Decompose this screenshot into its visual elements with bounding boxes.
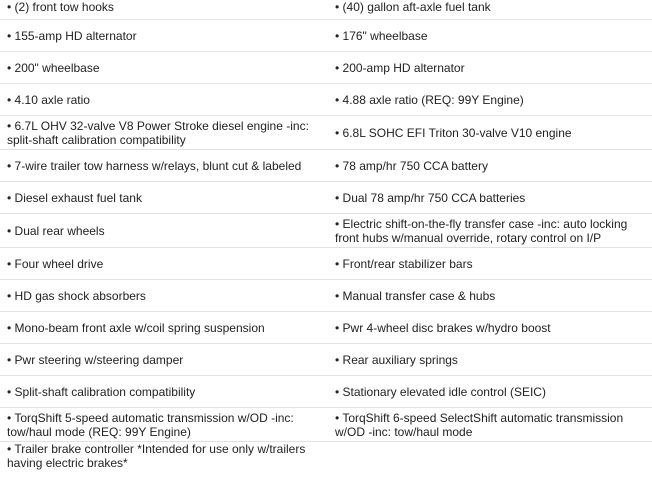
spec-item: • HD gas shock absorbers [0, 280, 326, 312]
spec-item: • Front/rear stabilizer bars [326, 248, 652, 280]
spec-item: • 6.7L OHV 32-valve V8 Power Stroke diesel engine -inc: split-shaft calibration compatibility [0, 116, 326, 150]
spec-item: • Dual rear wheels [0, 214, 326, 248]
spec-item: • Rear auxiliary springs [326, 344, 652, 376]
spec-item: • Pwr 4-wheel disc brakes w/hydro boost [326, 312, 652, 344]
spec-item: • 4.88 axle ratio (REQ: 99Y Engine) [326, 84, 652, 116]
spec-item: • Diesel exhaust fuel tank [0, 182, 326, 214]
spec-item-empty [326, 442, 652, 476]
spec-item: • (2) front tow hooks [0, 0, 326, 20]
spec-item: • 200-amp HD alternator [326, 52, 652, 84]
spec-item: • 6.8L SOHC EFI Triton 30-valve V10 engine [326, 116, 652, 150]
spec-item: • 78 amp/hr 750 CCA battery [326, 150, 652, 182]
spec-item: • Split-shaft calibration compatibility [0, 376, 326, 408]
spec-item: • 4.10 axle ratio [0, 84, 326, 116]
spec-item: • Mono-beam front axle w/coil spring suspension [0, 312, 326, 344]
spec-item: • 7-wire trailer tow harness w/relays, blunt cut & labeled [0, 150, 326, 182]
spec-item: • (40) gallon aft-axle fuel tank [326, 0, 652, 20]
spec-item: • Trailer brake controller *Intended for use only w/trailers having electric brakes* [7, 442, 306, 470]
spec-item: • TorqShift 6-speed SelectShift automatic transmission w/OD -inc: tow/haul mode [326, 408, 652, 442]
spec-item: • 155-amp HD alternator [0, 20, 326, 52]
spec-item: • Electric shift-on-the-fly transfer case -inc: auto locking front hubs w/manual override, rotary control on I/P [326, 214, 652, 248]
spec-item: • Manual transfer case & hubs [326, 280, 652, 312]
spec-item: • Four wheel drive [0, 248, 326, 280]
spec-item: • 176" wheelbase [326, 20, 652, 52]
spec-item: • Dual 78 amp/hr 750 CCA batteries [326, 182, 652, 214]
spec-item: • 200" wheelbase [0, 52, 326, 84]
spec-item: • Pwr steering w/steering damper [0, 344, 326, 376]
spec-item: • TorqShift 5-speed automatic transmission w/OD -inc: tow/haul mode (REQ: 99Y Engine) [0, 408, 326, 442]
spec-item: • Stationary elevated idle control (SEIC) [326, 376, 652, 408]
